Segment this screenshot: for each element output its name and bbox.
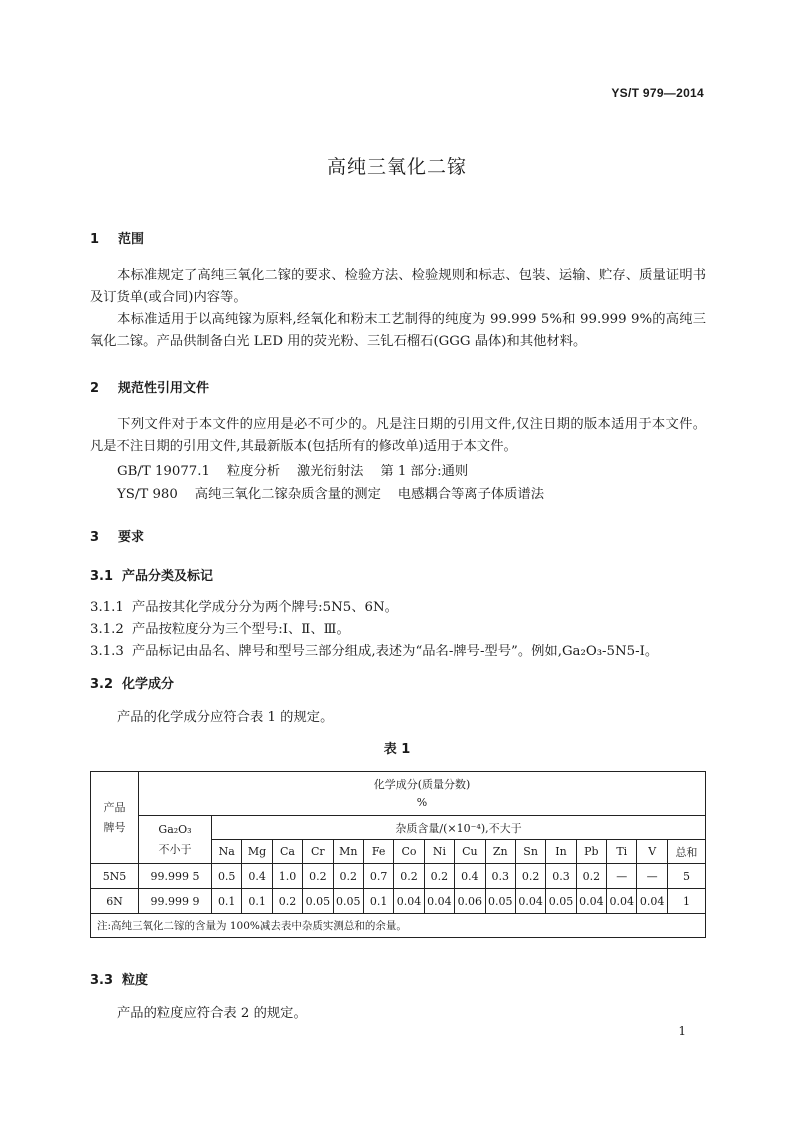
composition-unit: % [416,795,428,809]
paragraph [90,309,706,353]
reference-item: YS/T 980 高纯三氧化二镓杂质含量的测定 电感耦合等离子体质谱法 [117,487,545,502]
impurity-cell: 0.2 [272,889,302,914]
section-title: 粒度 [122,973,149,988]
ga2o3-cell: 99.999 9 [139,889,212,914]
chemical-composition-table [90,771,706,938]
element-header: 总和 [667,840,705,864]
section-title: 要求 [118,530,145,545]
reference-item: GB/T 19077.1 粒度分析 激光衍射法 第 1 部分:通则 [117,464,469,479]
clause-text: 产品按粒度分为三个型号:Ⅰ、Ⅱ、Ⅲ。 [132,622,350,637]
impurity-cell: 1.0 [272,864,302,889]
ga2o3-header [139,816,212,864]
impurity-cell: 0.1 [242,889,272,914]
table-caption: 表 1 [383,742,411,757]
subsection-3-2-heading [90,673,174,692]
document-title: 高纯三氧化二镓 [326,156,467,178]
table-note: 注:高纯三氧化二镓的含量为 100%减去表中杂质实测总和的余量。 [91,914,706,938]
brand-header: 产品 牌号 [91,772,139,864]
subsection-3-1-heading [90,565,213,584]
impurity-cell: 0.4 [455,864,485,889]
impurity-cell: 0.2 [333,864,363,889]
element-header: Mn [333,840,363,864]
impurity-cell: 0.1 [212,889,242,914]
composition-header-text: 化学成分(质量分数) [373,777,471,791]
impurity-cell: 0.7 [363,864,393,889]
impurity-cell: 0.4 [242,864,272,889]
element-header: Cu [455,840,485,864]
element-header: In [546,840,576,864]
paragraph: 产品的化学成分应符合表 1 的规定。 [117,710,334,725]
element-header: Co [394,840,424,864]
impurity-cell: 0.04 [515,889,545,914]
section-title: 规范性引用文件 [118,381,210,396]
impurity-cell: 0.06 [455,889,485,914]
impurity-cell: 0.2 [394,864,424,889]
section-2-heading [90,377,209,396]
section-title: 产品分类及标记 [122,569,214,584]
section-number: 1 [90,232,100,247]
paragraph: 产品的粒度应符合表 2 的规定。 [117,1006,307,1021]
clause-3-1-3 [90,640,658,659]
impurity-cell: 0.05 [333,889,363,914]
element-header: Ca [272,840,302,864]
clause-number: 3.1.1 [90,600,124,615]
impurity-cell: — [607,864,637,889]
impurity-cell: 0.3 [485,864,515,889]
element-header: Na [212,840,242,864]
section-title: 化学成分 [122,677,175,692]
table-row [91,864,706,889]
subsection-3-3-heading [90,969,148,988]
impurity-cell: 0.2 [424,864,454,889]
section-number: 3.3 [90,973,114,988]
impurity-cell: 1 [667,889,705,914]
section-title: 范围 [118,232,145,247]
impurity-cell: 0.04 [424,889,454,914]
composition-header [139,772,706,816]
ga2o3-cell: 99.999 5 [139,864,212,889]
element-header: Cr [303,840,333,864]
element-header: Ti [607,840,637,864]
section-1-heading [90,228,144,247]
impurity-cell: 0.04 [637,889,667,914]
table-row [91,889,706,914]
impurity-cell: 0.2 [515,864,545,889]
element-header: Zn [485,840,515,864]
clause-number: 3.1.2 [90,622,124,637]
paragraph-text: 本标准适用于以高纯镓为原料,经氧化和粉末工艺制得的纯度为 99.999 5%和 99.999 9%的高纯三氧化二镓。产品供制备白光 LED 用的荧光粉、三钆石榴石(GGG 晶体)和其他材料。 [90,312,706,349]
section-number: 3.1 [90,569,114,584]
paragraph-text: 下列文件对于本文件的应用是必不可少的。凡是注日期的引用文件,仅注日期的版本适用于本文件。凡是不注日期的引用文件,其最新版本(包括所有的修改单)适用于本文件。 [90,417,706,454]
impurity-cell: 0.5 [212,864,242,889]
brand-cell: 5N5 [91,864,139,889]
impurity-cell: 0.3 [546,864,576,889]
section-3-heading [90,526,144,545]
impurity-cell: 0.05 [546,889,576,914]
brand-cell: 6N [91,889,139,914]
impurity-cell: 0.05 [303,889,333,914]
impurity-cell: 5 [667,864,705,889]
impurity-header: 杂质含量/(×10⁻⁴),不大于 [212,816,706,840]
impurity-cell: 0.2 [303,864,333,889]
clause-number: 3.1.3 [90,644,124,659]
impurity-cell: 0.04 [576,889,606,914]
clause-3-1-1 [90,596,398,615]
clause-3-1-2 [90,618,350,637]
element-header: Pb [576,840,606,864]
section-number: 2 [90,381,100,396]
impurity-cell: — [637,864,667,889]
page-number: 1 [678,1024,686,1038]
section-number: 3 [90,530,100,545]
element-header: V [637,840,667,864]
impurity-cell: 0.04 [607,889,637,914]
paragraph [90,414,706,458]
clause-text: 产品按其化学成分分为两个牌号:5N5、6N。 [132,600,398,615]
ga2o3-label: Ga₂O₃ [158,822,192,836]
clause-text: 产品标记由品名、牌号和型号三部分组成,表述为“品名-牌号-型号”。例如,Ga₂O₃-5N5-Ⅰ。 [132,644,659,659]
element-header: Ni [424,840,454,864]
impurity-cell: 0.04 [394,889,424,914]
impurity-cell: 0.1 [363,889,393,914]
impurity-cell: 0.05 [485,889,515,914]
ga2o3-min-label: 不小于 [158,842,192,856]
element-header: Sn [515,840,545,864]
paragraph-text: 本标准规定了高纯三氧化二镓的要求、检验方法、检验规则和标志、包装、运输、贮存、质量证明书及订货单(或合同)内容等。 [90,268,706,305]
element-header: Mg [242,840,272,864]
element-header: Fe [363,840,393,864]
standard-code: YS/T 979—2014 [611,86,704,100]
section-number: 3.2 [90,677,114,692]
impurity-cell: 0.2 [576,864,606,889]
paragraph [90,265,706,309]
